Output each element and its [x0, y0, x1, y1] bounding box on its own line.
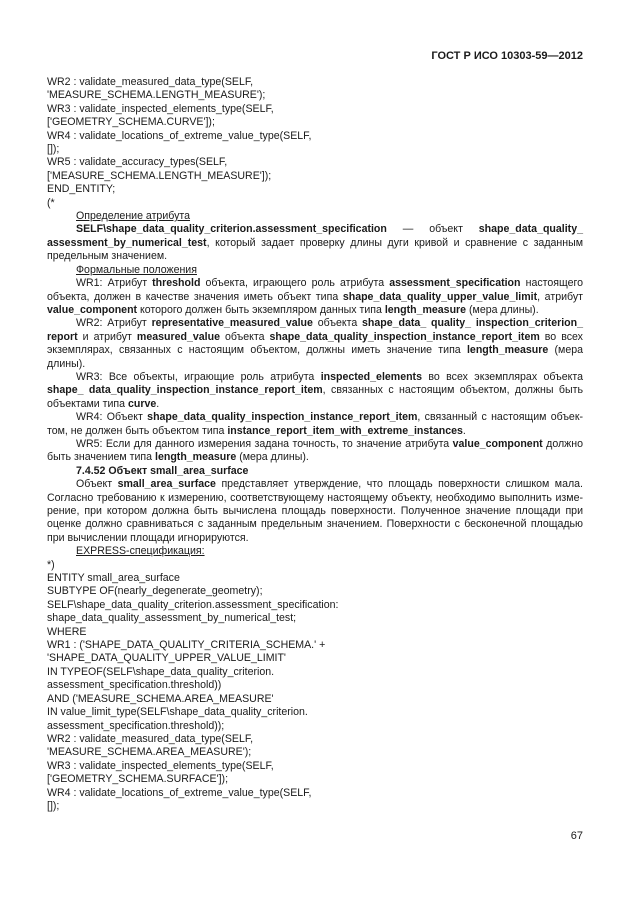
- standard-header: ГОСТ Р ИСО 10303-59—2012: [431, 50, 583, 62]
- express-heading: EXPRESS-спецификация:: [76, 545, 205, 558]
- code-line: WR2 : validate_measured_data_type(SELF,: [47, 732, 254, 745]
- wr4-paragraph: WR4: Объект shape_data_quality_inspection_instance_report_item, связанный с настоящим объектом, не должен быть объектом типа instance_report_item_with_extreme_instances.: [47, 411, 583, 437]
- code-line: []);: [47, 799, 60, 812]
- section-paragraph: Объект small_area_surface представляет утверждение, что площадь поверхности слишком мала. Согласно требованию к измерению, соответствующему настоящему объекту, необходимо выполнить измерение, при котором должна быть вычислена площадь поверхности. Полученное значение площади при оценке должно сравниваться с заданным предельным значением. Поверхности с бесконечной площадью при вычислении площади игнорируются.: [47, 478, 583, 544]
- code-line: 'MEASURE_SCHEMA.AREA_MEASURE');: [47, 746, 252, 759]
- code-line: ENTITY small_area_surface: [47, 572, 180, 585]
- code-line: *): [47, 558, 55, 571]
- code-line: ['GEOMETRY_SCHEMA.SURFACE']);: [47, 773, 229, 786]
- code-line: []);: [47, 143, 60, 156]
- code-line: WR1 : ('SHAPE_DATA_QUALITY_CRITERIA_SCHEMA.' +: [47, 639, 326, 652]
- code-line: ['MEASURE_SCHEMA.LENGTH_MEASURE']);: [47, 169, 272, 182]
- wr3-paragraph: WR3: Все объекты, играющие роль атрибута inspected_elements во всех экземплярах объекта shape_ data_quality_inspection_instance_report_item, связанных с настоящим объектом, должны быть объектами типа curve.: [47, 370, 583, 410]
- wr2-paragraph: WR2: Атрибут representative_measured_value объекта shape_data_ quality_ inspection_criterion_ report и атрибут measured_value объекта shape_data_quality_inspection_instance_report_item во всех экземплярах, связанных с настоящим объектом, должны иметь значение типа length_measure (мера длины).: [47, 317, 583, 370]
- wr5-paragraph: WR5: Если для данного измерения задана точность, то значение атрибута value_component должно быть значением типа length_measure (мера длины).: [47, 437, 583, 464]
- code-line: WR5 : validate_accuracy_types(SELF,: [47, 156, 228, 169]
- code-line: assessment_specification.threshold));: [47, 719, 225, 732]
- code-line: AND ('MEASURE_SCHEMA.AREA_MEASURE': [47, 692, 274, 705]
- code-line: ['GEOMETRY_SCHEMA.CURVE']);: [47, 116, 215, 129]
- code-line: SUBTYPE OF(nearly_degenerate_geometry);: [47, 585, 263, 598]
- code-line: 'MEASURE_SCHEMA.LENGTH_MEASURE');: [47, 89, 266, 102]
- code-line: WR4 : validate_locations_of_extreme_value_type(SELF,: [47, 786, 312, 799]
- code-line: WHERE: [47, 625, 87, 638]
- code-line: IN value_limit_type(SELF\shape_data_quality_criterion.: [47, 706, 308, 719]
- code-line: WR2 : validate_measured_data_type(SELF,: [47, 76, 254, 88]
- code-line: 'SHAPE_DATA_QUALITY_UPPER_VALUE_LIMIT': [47, 652, 286, 665]
- code-line: WR3 : validate_inspected_elements_type(SELF,: [47, 759, 274, 772]
- section-title: 7.4.52 Объект small_area_surface: [76, 464, 249, 477]
- formal-heading: Формальные положения: [76, 263, 197, 276]
- code-line: IN TYPEOF(SELF\shape_data_quality_criterion.: [47, 665, 275, 678]
- attr-def-paragraph: SELF\shape_data_quality_criterion.assessment_specification — объект shape_data_quality_ assessment_by_numerical_test, который задает проверку длины дуги кривой и сравнение с заданным предельным значением.: [47, 223, 583, 263]
- wr1-paragraph: WR1: Атрибут threshold объекта, играющего роль атрибута assessment_specification настоящего объекта, должен в качестве значения иметь объект типа shape_data_quality_upper_value_limit, атрибут value_component которого должен быть экземпляром данных типа length_measure (мера длины).: [47, 277, 584, 316]
- code-line: END_ENTITY;: [47, 183, 116, 196]
- express-code-bottom: [47, 559, 583, 814]
- code-line: SELF\shape_data_quality_criterion.assessment_specification:: [47, 598, 339, 611]
- express-code-top: [47, 76, 583, 210]
- code-line: WR3 : validate_inspected_elements_type(SELF,: [47, 102, 274, 115]
- code-line: assessment_specification.threshold)): [47, 679, 222, 692]
- page-content: [47, 76, 583, 813]
- code-line: (*: [47, 196, 55, 209]
- code-line: WR4 : validate_locations_of_extreme_value_type(SELF,: [47, 129, 312, 142]
- attr-def-heading: Определение атрибута: [76, 210, 191, 223]
- page-number: 67: [570, 830, 583, 842]
- code-line: shape_data_quality_assessment_by_numerical_test;: [47, 612, 297, 625]
